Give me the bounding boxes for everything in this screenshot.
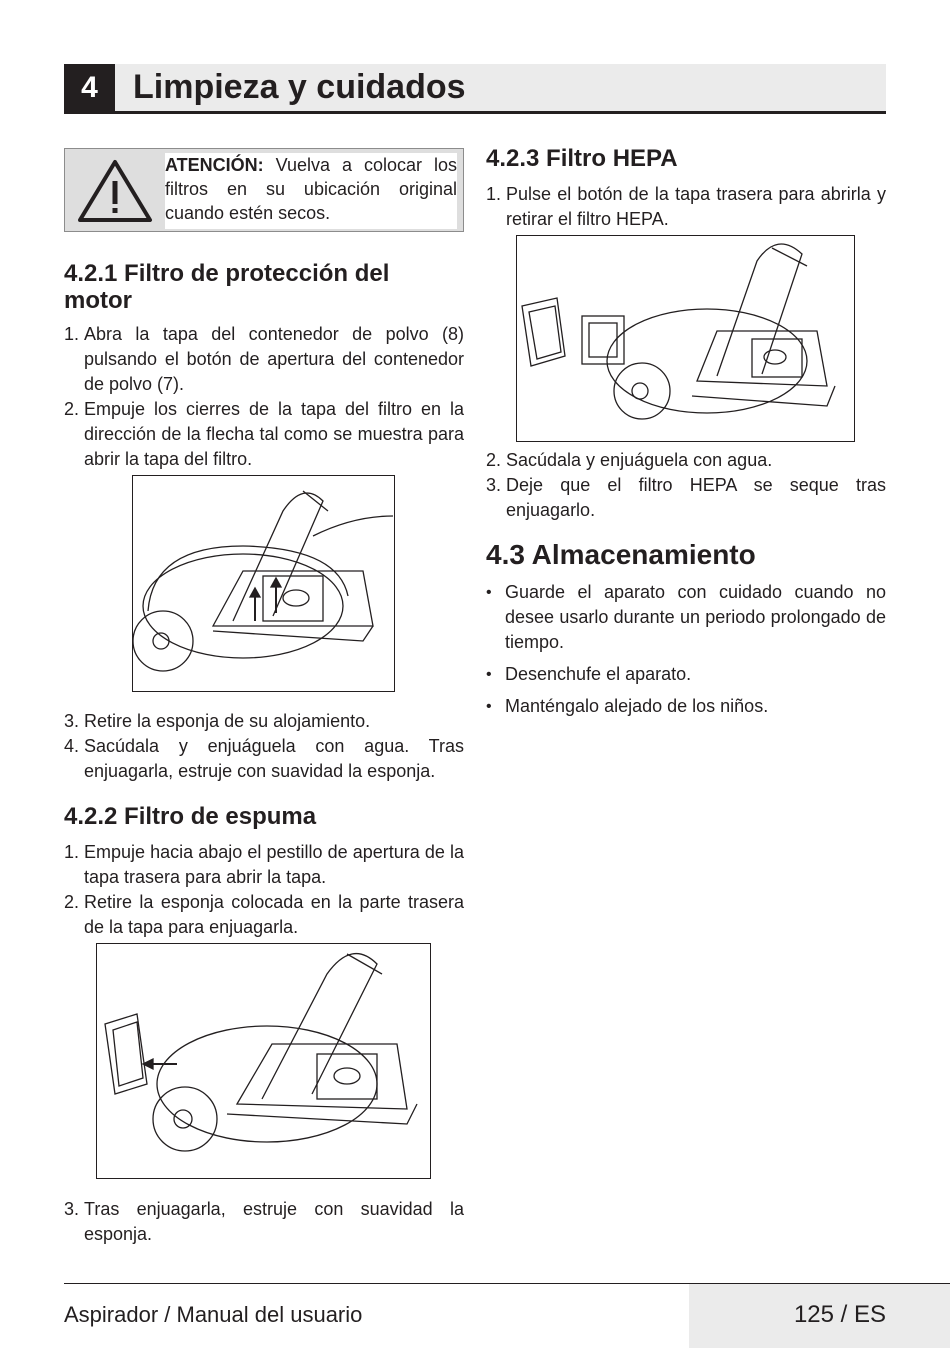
- heading-421: 4.2.1 Filtro de protección del motor: [64, 260, 390, 314]
- vacuum-illustration-icon: [97, 944, 430, 1178]
- steps-423-b: [486, 448, 886, 523]
- list-item: • Manténgalo alejado de los niños.: [486, 696, 769, 716]
- list-item: 2. Empuje los cierres de la tapa del filtro en la dirección de la flecha tal como se muestra para abrir la tapa del filtro.: [64, 399, 464, 469]
- figure-motor-filter: [132, 475, 395, 692]
- heading-423: 4.2.3 Filtro HEPA: [486, 145, 678, 172]
- list-item: • Desenchufe el aparato.: [486, 664, 692, 684]
- warning-triangle-icon: [75, 157, 155, 225]
- list-item: • Guarde el aparato con cuidado cuando no desee usarlo durante un periodo prolongado de tiempo.: [486, 582, 886, 652]
- vacuum-illustration-icon: [133, 476, 394, 691]
- steps-422-a: [64, 840, 464, 940]
- section-number: 4: [64, 64, 115, 111]
- steps-422-b: [64, 1197, 464, 1247]
- section-title: Limpieza y cuidados: [133, 68, 466, 106]
- vacuum-illustration-icon: [517, 236, 854, 441]
- steps-421-b: [64, 709, 464, 784]
- footer-page-number: 125 / ES: [793, 1301, 886, 1328]
- list-item: 1. Pulse el botón de la tapa trasera para abrirla y retirar el filtro HEPA.: [486, 184, 886, 229]
- left-column: [64, 145, 464, 1247]
- footer-manual-title: Aspirador / Manual del usuario: [64, 1302, 363, 1327]
- list-item: 2. Sacúdala y enjuáguela con agua.: [486, 450, 773, 470]
- figure-hepa-filter: [516, 235, 855, 442]
- steps-423-a: [486, 182, 886, 232]
- bullets-43: [486, 580, 886, 719]
- right-column: [486, 145, 886, 719]
- heading-422: 4.2.2 Filtro de espuma: [64, 803, 317, 830]
- warning-message: Vuelva a colocar los filtros en su ubicación original cuando estén secos.: [165, 155, 457, 223]
- list-item: 2. Retire la esponja colocada en la parte trasera de la tapa para enjuagarla.: [64, 892, 464, 937]
- list-item: 3. Deje que el filtro HEPA se seque tras enjuagarlo.: [486, 475, 886, 520]
- list-item: 3. Retire la esponja de su alojamiento.: [64, 711, 371, 731]
- list-item: 1. Abra la tapa del contenedor de polvo (8) pulsando el botón de apertura del contenedor de polvo (7).: [64, 324, 464, 394]
- list-item: 4. Sacúdala y enjuáguela con agua. Tras enjuagarla, estruje con suavidad la esponja.: [64, 736, 464, 781]
- warning-text: [165, 153, 457, 229]
- heading-43: 4.3 Almacenamiento: [486, 539, 756, 570]
- list-item: 1. Empuje hacia abajo el pestillo de apertura de la tapa trasera para abrir la tapa.: [64, 842, 464, 887]
- list-item: 3. Tras enjuagarla, estruje con suavidad la esponja.: [64, 1199, 464, 1244]
- warning-box: [64, 148, 464, 232]
- warning-label: ATENCIÓN:: [165, 155, 264, 175]
- steps-421-a: [64, 322, 464, 472]
- section-header: [64, 64, 886, 114]
- figure-foam-filter: [96, 943, 431, 1179]
